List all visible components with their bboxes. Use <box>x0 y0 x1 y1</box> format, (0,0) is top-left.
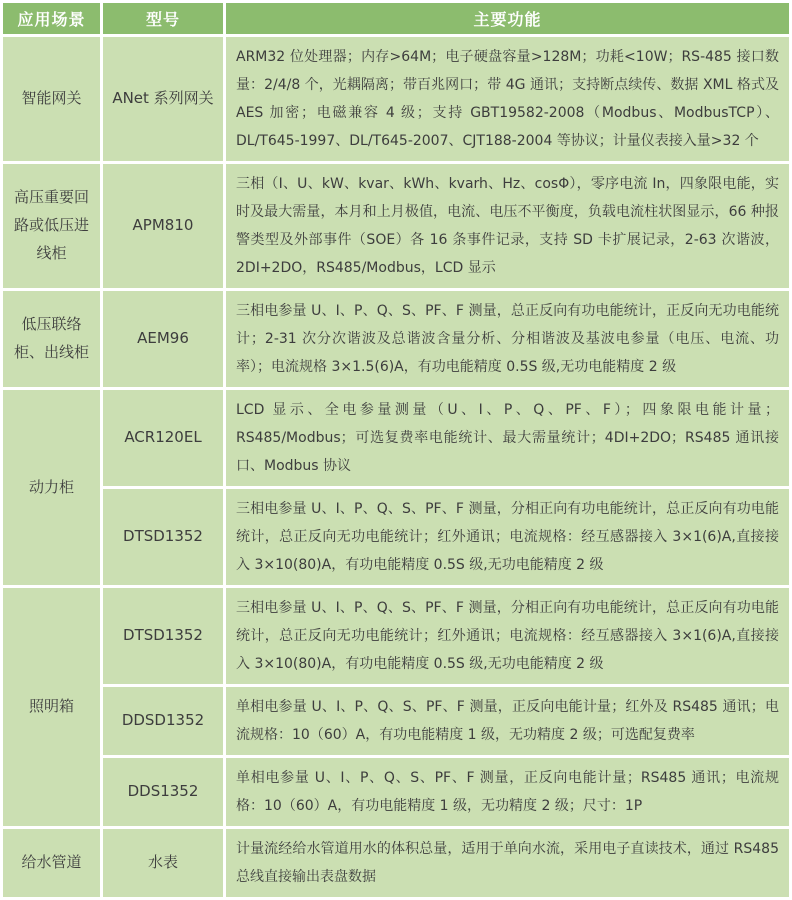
functions-cell: 三相（I、U、kW、kvar、kWh、kvarh、Hz、cosΦ），零序电流 In，四象限电能，实时及最大需量，本月和上月极值，电流、电压不平衡度，负载电流柱状图显示，66 种报警类型及外部事件（SOE）各 16 条事件记录，支持 SD 卡扩展记录，2-63 次谐波，2DI+2DO，RS485/Modbus，LCD 显示 <box>226 164 789 288</box>
table-row <box>3 390 789 486</box>
table-row <box>3 291 789 387</box>
model-cell: DDS1352 <box>103 758 223 826</box>
table-row <box>3 588 789 684</box>
col-header-model: 型号 <box>103 3 223 34</box>
table-row <box>3 37 789 161</box>
col-header-functions: 主要功能 <box>226 3 789 34</box>
model-cell: APM810 <box>103 164 223 288</box>
scenario-cell: 给水管道 <box>3 829 100 897</box>
model-cell: AEM96 <box>103 291 223 387</box>
scenario-cell: 高压重要回路或低压进线柜 <box>3 164 100 288</box>
functions-cell: 三相电参量 U、I、P、Q、S、PF、F 测量，总正反向有功电能统计，正反向无功电能统计；2-31 次分次谐波及总谐波含量分析、分相谐波及基波电参量（电压、电流、功率）；电流规格 3×1.5(6)A，有功电能精度 0.5S 级,无功电能精度 2 级 <box>226 291 789 387</box>
functions-cell: ARM32 位处理器；内存>64M；电子硬盘容量>128M；功耗<10W；RS-485 接口数量：2/4/8 个，光耦隔离；带百兆网口；带 4G 通讯；支持断点续传、数据 XML 格式及 AES 加密；电磁兼容 4 级；支持 GBT19582-2008（Modbus、ModbusTCP）、DL/T645-1997、DL/T645-2007、CJT188-2004 等协议；计量仪表接入量>32 个 <box>226 37 789 161</box>
table-row <box>3 829 789 897</box>
model-cell: DTSD1352 <box>103 588 223 684</box>
model-cell: DTSD1352 <box>103 489 223 585</box>
header-row <box>3 3 789 34</box>
table-row <box>3 687 789 755</box>
model-cell: ANet 系列网关 <box>103 37 223 161</box>
scenario-cell: 动力柜 <box>3 390 100 585</box>
functions-cell: 计量流经给水管道用水的体积总量，适用于单向水流，采用电子直读技术，通过 RS485 总线直接输出表盘数据 <box>226 829 789 897</box>
scenario-cell: 照明箱 <box>3 588 100 826</box>
table-row <box>3 164 789 288</box>
functions-cell: 单相电参量 U、I、P、Q、S、PF、F 测量，正反向电能计量；红外及 RS485 通讯；电流规格：10（60）A，有功电能精度 1 级，无功精度 2 级；可选配复费率 <box>226 687 789 755</box>
col-header-scenario: 应用场景 <box>3 3 100 34</box>
table-row <box>3 758 789 826</box>
functions-cell: 三相电参量 U、I、P、Q、S、PF、F 测量，分相正向有功电能统计，总正反向有功电能统计，总正反向无功电能统计；红外通讯；电流规格：经互感器接入 3×1(6)A,直接接入 3×10(80)A，有功电能精度 0.5S 级,无功电能精度 2 级 <box>226 489 789 585</box>
scenario-cell: 智能网关 <box>3 37 100 161</box>
functions-cell: 三相电参量 U、I、P、Q、S、PF、F 测量，分相正向有功电能统计，总正反向有功电能统计，总正反向无功电能统计；红外通讯；电流规格：经互感器接入 3×1(6)A,直接接入 3×10(80)A，有功电能精度 0.5S 级,无功电能精度 2 级 <box>226 588 789 684</box>
functions-cell: 单相电参量 U、I、P、Q、S、PF、F 测量，正反向电能计量；RS485 通讯；电流规格：10（60）A，有功电能精度 1 级，无功精度 2 级；尺寸：1P <box>226 758 789 826</box>
scenario-cell: 低压联络柜、出线柜 <box>3 291 100 387</box>
functions-cell: LCD 显示、全电参量测量（U、I、P、Q、PF、F）；四象限电能计量；RS485/Modbus；可选复费率电能统计、最大需量统计；4DI+2DO；RS485 通讯接口、Modbus 协议 <box>226 390 789 486</box>
model-cell: DDSD1352 <box>103 687 223 755</box>
table-row <box>3 489 789 585</box>
model-cell: 水表 <box>103 829 223 897</box>
model-cell: ACR120EL <box>103 390 223 486</box>
